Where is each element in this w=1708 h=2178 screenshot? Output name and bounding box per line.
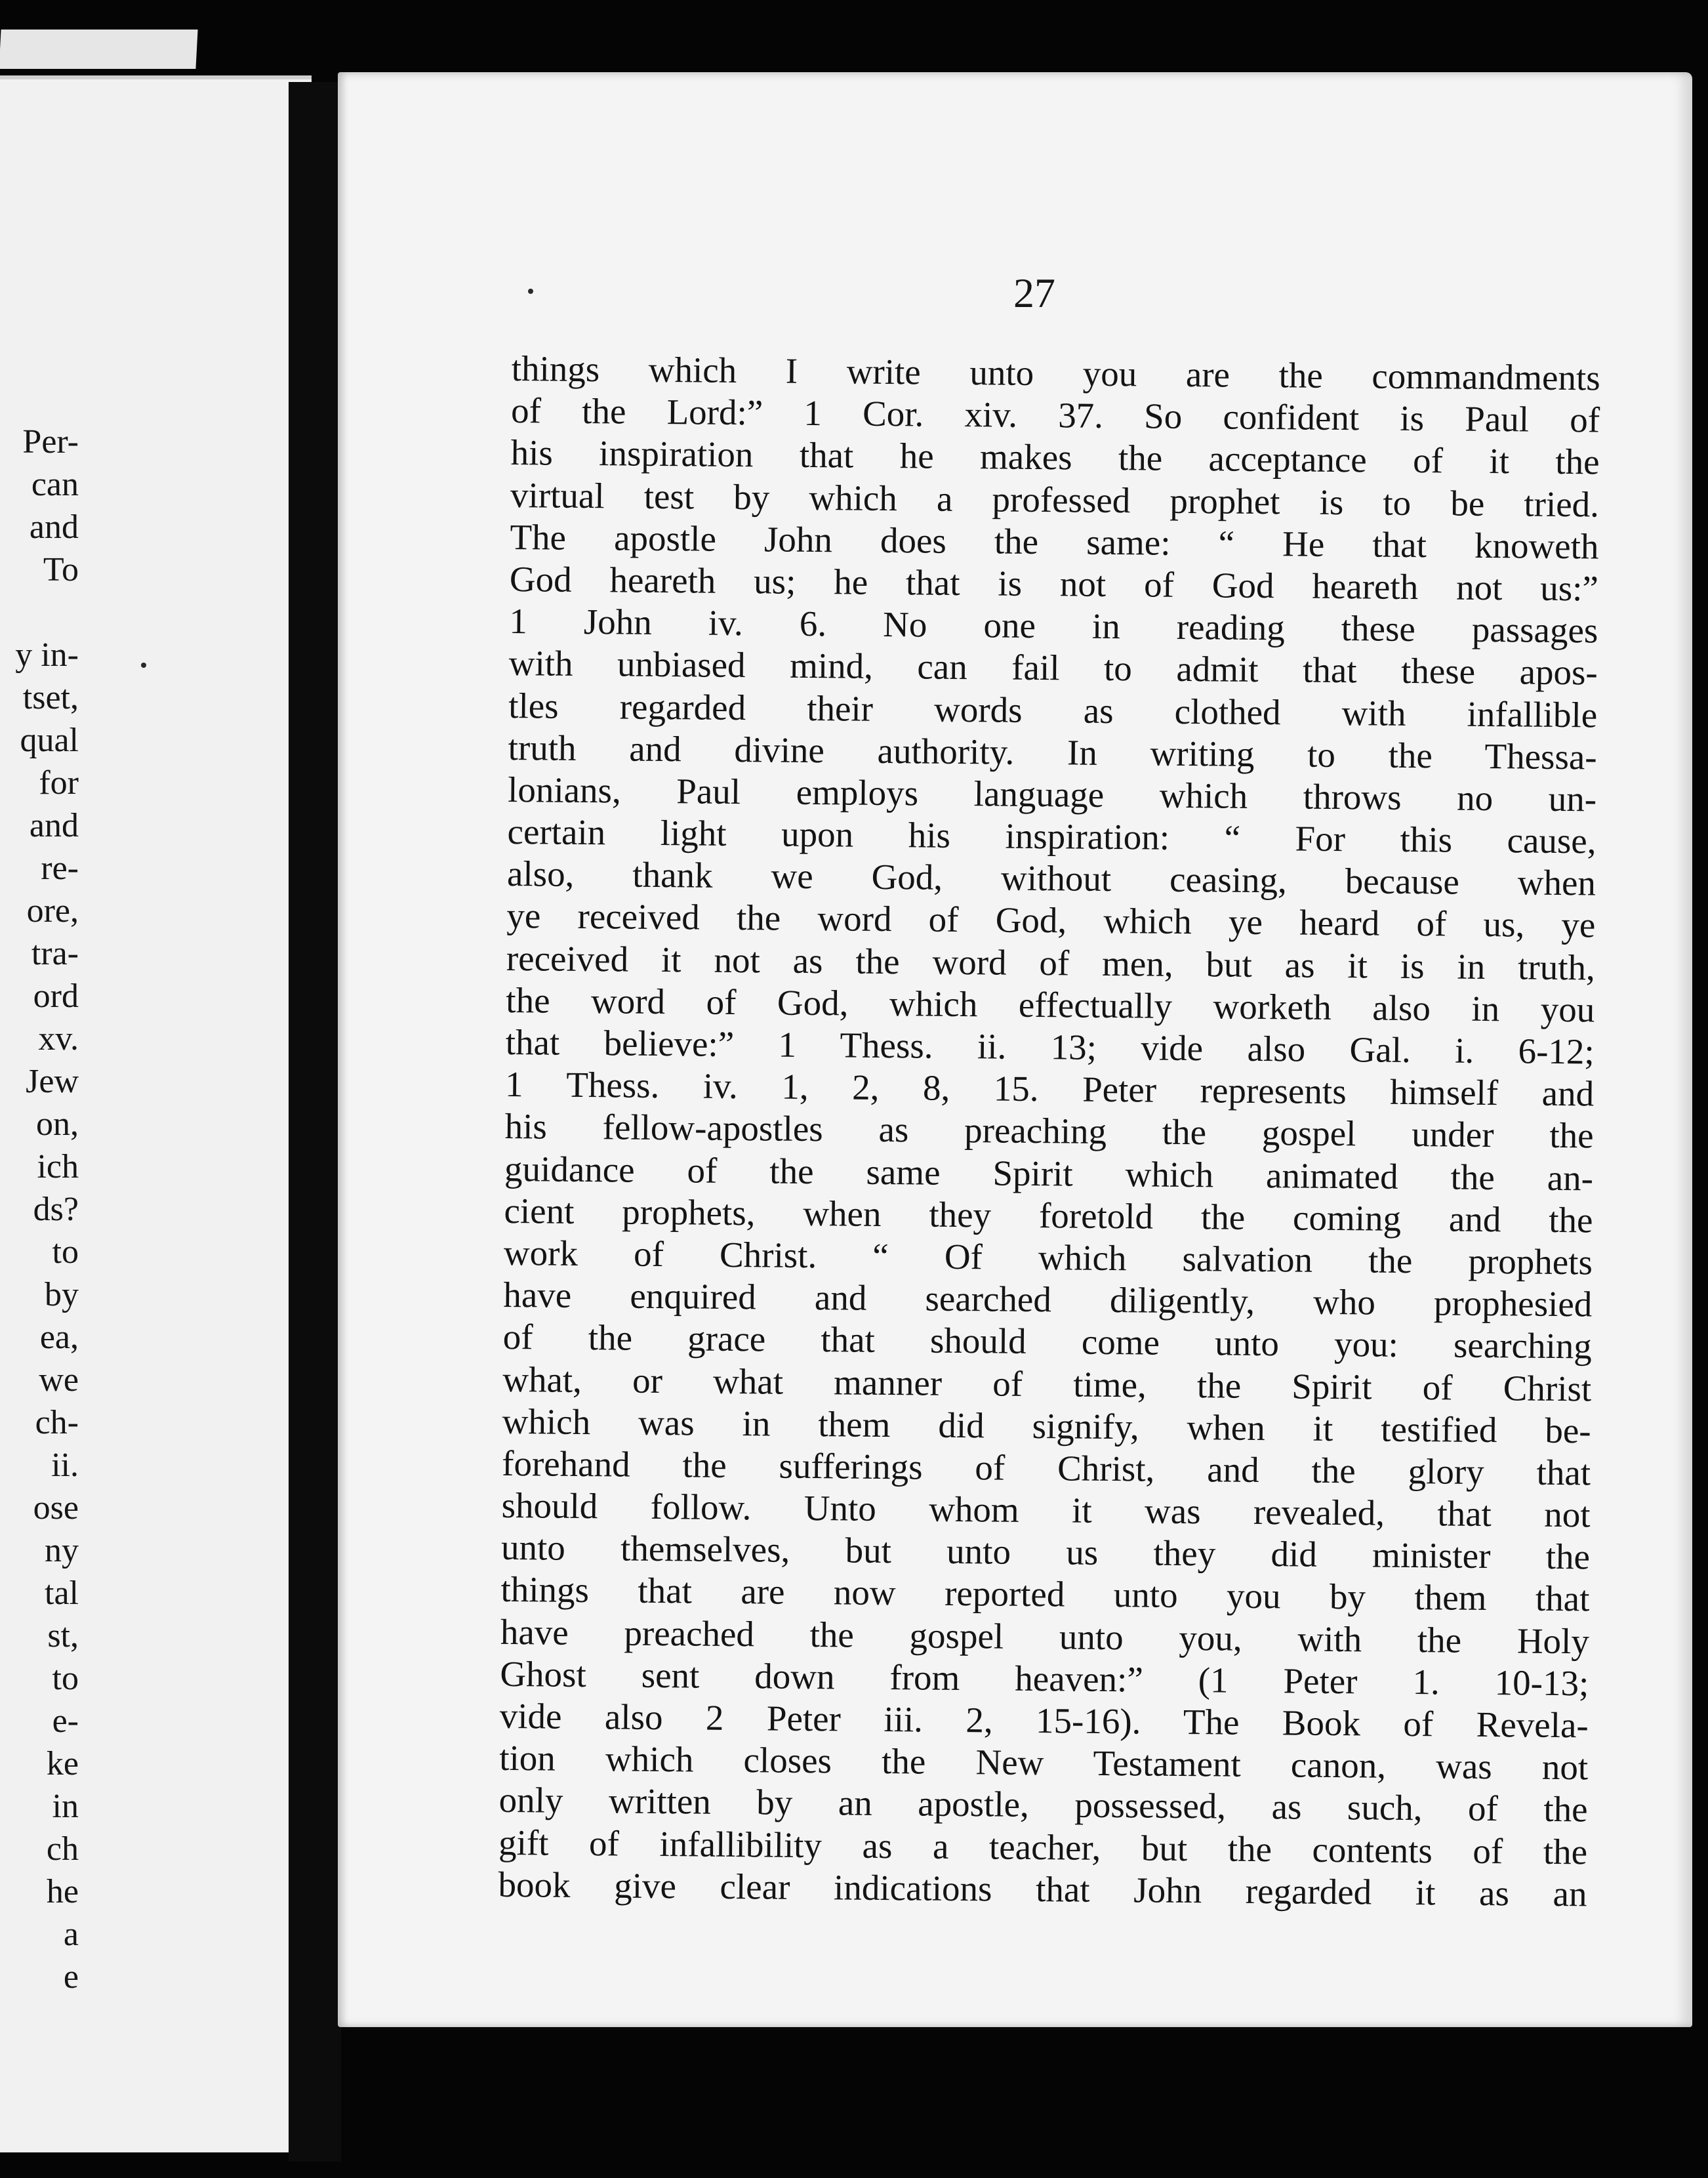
left-text-fragment: ke [46, 1745, 79, 1782]
left-text-fragment: re- [41, 850, 79, 887]
text-line: have preached the gospel unto you, with the Holy [500, 1611, 1590, 1662]
book-gutter [289, 82, 341, 2162]
text-line: his inspiration that he makes the acceptance of it the [510, 432, 1600, 482]
left-text-fragment: can [31, 466, 79, 503]
text-line: received it not as the word of men, but as it is in truth, [506, 937, 1596, 988]
text-line: tles regarded their words as clothed with infallible [508, 685, 1598, 735]
left-text-fragment [0, 591, 79, 634]
left-text-fragment: ii. [51, 1447, 79, 1484]
left-text-fragment: st, [47, 1617, 79, 1654]
text-line: that believe:” 1 Thess. ii. 13; vide also Gal. i. 6-12; [505, 1021, 1595, 1072]
text-line: things which I write unto you are the commandments [511, 348, 1600, 398]
text-line: with unbiased mind, can fail to admit that these apos- [508, 643, 1598, 693]
paper-speck [141, 663, 146, 668]
left-text-fragment: Per- [22, 423, 79, 461]
left-text-fragment: ich [37, 1148, 79, 1185]
left-text-fragment: ds? [33, 1191, 79, 1228]
left-text-fragment: and [29, 807, 79, 844]
text-line: Ghost sent down from heaven:” (1 Peter 1. 10-13; [500, 1653, 1589, 1704]
left-text-fragment: e [63, 1958, 79, 1996]
text-line: guidance of the same Spirit which animated the an- [504, 1148, 1594, 1198]
left-text-fragment: Jew [26, 1063, 79, 1100]
left-page-text-fragments [0, 421, 79, 1998]
text-line: tion which closes the New Testament canon, was not [498, 1738, 1589, 1788]
text-line: things that are now reported unto you by them that [500, 1569, 1590, 1619]
left-text-fragment: by [45, 1276, 79, 1313]
left-text-fragment: and [29, 508, 79, 546]
left-text-fragment: tal [45, 1574, 79, 1612]
left-text-fragment: ord [33, 977, 79, 1015]
left-text-fragment: tra- [31, 935, 79, 972]
text-line: forehand the sufferings of Christ, and the glory that [501, 1443, 1591, 1493]
paper-speck [528, 289, 533, 294]
text-line: God heareth us; he that is not of God heareth not us:” [509, 558, 1599, 609]
left-page [0, 75, 312, 2152]
left-text-fragment: ose [33, 1489, 79, 1527]
left-page-edge [0, 30, 198, 69]
left-text-fragment: ny [45, 1532, 79, 1569]
left-text-fragment: y in- [15, 636, 79, 674]
text-line: unto themselves, but unto us they did minister the [500, 1527, 1591, 1577]
text-line: what, or what manner of time, the Spirit of Christ [502, 1359, 1592, 1408]
left-text-fragment: in [52, 1788, 79, 1825]
left-text-fragment: xv. [38, 1020, 79, 1058]
text-line: cient prophets, when they foretold the coming and the [504, 1190, 1593, 1241]
text-line: lonians, Paul employs language which throws no un- [507, 769, 1597, 819]
page-number: 27 [1013, 270, 1055, 316]
text-line: virtual test by which a professed prophet is to be tried. [510, 474, 1600, 525]
text-line: certain light upon his inspiration: “ For this cause, [507, 812, 1596, 861]
text-line: truth and divine authority. In writing to the Thessa- [508, 727, 1597, 777]
text-line: vide also 2 Peter iii. 2, 15-16). The Book of Revela- [499, 1695, 1589, 1746]
text-line: book give clear indications that John regarded it as an [498, 1864, 1587, 1914]
text-line: his fellow-apostles as preaching the gospel under the [504, 1106, 1594, 1156]
text-line: 1 Thess. iv. 1, 2, 8, 15. Peter represents himself and [504, 1064, 1595, 1114]
left-text-fragment: a [63, 1916, 79, 1953]
left-text-fragment: to [52, 1233, 79, 1271]
text-line: should follow. Unto whom it was revealed, that not [501, 1485, 1591, 1535]
page-body-text [498, 348, 1600, 1915]
text-line: work of Christ. “ Of which salvation the prophets [503, 1232, 1593, 1283]
text-line: of the Lord:” 1 Cor. xiv. 37. So confident is Paul of [510, 390, 1600, 440]
left-text-fragment: we [39, 1361, 79, 1399]
text-line: 1 John iv. 6. No one in reading these passages [509, 601, 1598, 651]
text-line: the word of God, which effectually worketh also in you [506, 979, 1595, 1030]
text-line: gift of infallibility as a teacher, but the contents of the [498, 1822, 1588, 1872]
left-text-fragment: e- [52, 1702, 79, 1740]
left-text-fragment: ch- [35, 1404, 79, 1441]
text-line: The apostle John does the same: “ He that knoweth [510, 516, 1599, 567]
left-text-fragment: for [39, 764, 79, 802]
text-line: only written by an apostle, possessed, as such, of the [498, 1780, 1588, 1830]
text-line: which was in them did signify, when it testified be- [502, 1401, 1591, 1451]
left-text-fragment: to [52, 1660, 79, 1697]
left-text-fragment: ore, [26, 892, 79, 930]
left-text-fragment: on, [36, 1105, 79, 1143]
left-text-fragment: To [43, 551, 79, 588]
text-line: have enquired and searched diligently, who prophesied [503, 1275, 1593, 1325]
left-text-fragment: he [46, 1873, 79, 1910]
right-page [338, 72, 1692, 2027]
left-text-fragment: ch [46, 1830, 79, 1868]
left-text-fragment: ea, [39, 1319, 79, 1356]
text-line: ye received the word of God, which ye heard of us, ye [506, 895, 1596, 945]
text-line: of the grace that should come unto you: searching [502, 1317, 1593, 1366]
left-text-fragment: tset, [22, 679, 79, 716]
text-line: also, thank we God, without ceasing, because when [506, 853, 1596, 903]
left-text-fragment: qual [20, 722, 79, 759]
